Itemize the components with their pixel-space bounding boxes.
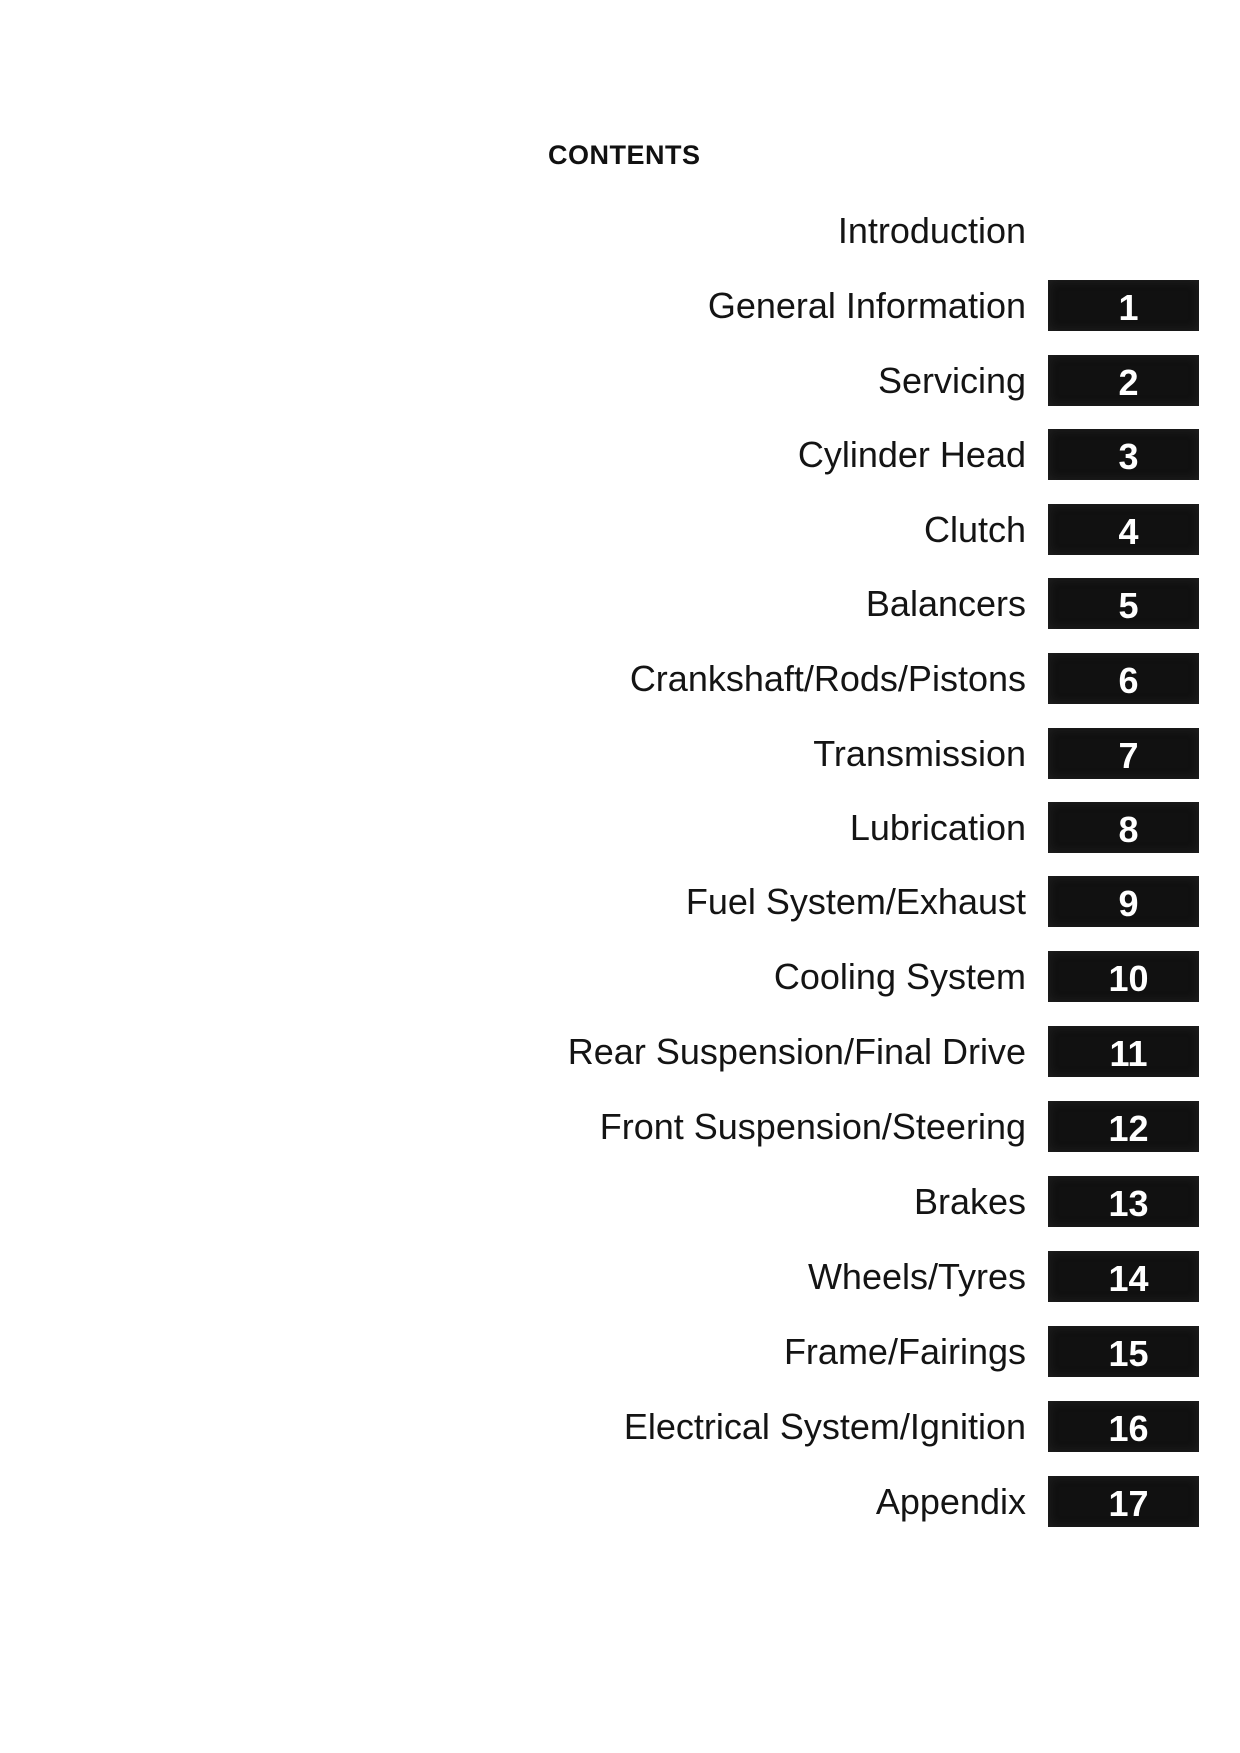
section-tab-16[interactable] xyxy=(1048,1401,1199,1452)
toc-section-title[interactable]: Transmission xyxy=(813,733,1026,774)
toc-row xyxy=(0,876,1240,928)
toc-section-title[interactable]: Front Suspension/Steering xyxy=(599,1106,1026,1147)
toc-row xyxy=(0,1176,1240,1228)
toc-row xyxy=(0,728,1240,780)
toc-row xyxy=(0,951,1240,1003)
toc-row xyxy=(0,1476,1240,1528)
toc-section-title[interactable]: Fuel System/Exhaust xyxy=(685,881,1026,922)
section-tab-5[interactable] xyxy=(1048,578,1199,629)
section-number: 4 xyxy=(1118,511,1139,552)
toc-section-title[interactable]: Electrical System/Ignition xyxy=(623,1406,1026,1447)
toc-introduction-link[interactable]: Introduction xyxy=(837,210,1026,251)
section-tab-15[interactable] xyxy=(1048,1326,1199,1377)
toc-section-title[interactable]: Wheels/Tyres xyxy=(807,1256,1026,1297)
toc-row xyxy=(0,504,1240,556)
toc-row xyxy=(0,653,1240,705)
section-tab-11[interactable] xyxy=(1048,1026,1199,1077)
toc-section-title[interactable]: Cylinder Head xyxy=(797,434,1026,475)
section-number: 6 xyxy=(1118,660,1139,701)
section-tab-10[interactable] xyxy=(1048,951,1199,1002)
toc-section-title[interactable]: Lubrication xyxy=(849,807,1026,848)
section-tab-8[interactable] xyxy=(1048,802,1199,853)
toc-row xyxy=(0,1026,1240,1078)
toc-row xyxy=(0,802,1240,854)
toc-section-title[interactable]: Clutch xyxy=(923,509,1026,550)
toc-section-title[interactable]: General Information xyxy=(707,285,1026,326)
section-number: 12 xyxy=(1108,1108,1149,1149)
toc-section-title[interactable]: Appendix xyxy=(875,1481,1026,1522)
section-tab-12[interactable] xyxy=(1048,1101,1199,1152)
section-tab-6[interactable] xyxy=(1048,653,1199,704)
toc-section-title[interactable]: Frame/Fairings xyxy=(783,1331,1026,1372)
section-tab-7[interactable] xyxy=(1048,728,1199,779)
toc-row xyxy=(0,355,1240,407)
toc-section-title[interactable]: Rear Suspension/Final Drive xyxy=(567,1031,1026,1072)
toc-section-title[interactable]: Cooling System xyxy=(773,956,1026,997)
section-number: 15 xyxy=(1108,1333,1149,1374)
section-number: 5 xyxy=(1118,585,1139,626)
toc-row-introduction xyxy=(0,205,1240,257)
section-number: 10 xyxy=(1108,958,1149,999)
section-number: 16 xyxy=(1108,1408,1149,1449)
section-tab-2[interactable] xyxy=(1048,355,1199,406)
section-number: 1 xyxy=(1118,287,1139,328)
section-tab-17[interactable] xyxy=(1048,1476,1199,1527)
toc-section-title[interactable]: Servicing xyxy=(877,360,1026,401)
section-number: 7 xyxy=(1118,735,1139,776)
section-number: 17 xyxy=(1108,1483,1149,1524)
toc-row xyxy=(0,578,1240,630)
toc-row xyxy=(0,1326,1240,1378)
toc-row xyxy=(0,429,1240,481)
toc-row xyxy=(0,1251,1240,1303)
section-number: 14 xyxy=(1108,1258,1149,1299)
section-number: 11 xyxy=(1109,1033,1148,1074)
section-tab-4[interactable] xyxy=(1048,504,1199,555)
toc-row xyxy=(0,1101,1240,1153)
toc-section-title[interactable]: Balancers xyxy=(865,583,1026,624)
section-tab-9[interactable] xyxy=(1048,876,1199,927)
toc-row xyxy=(0,1401,1240,1453)
section-tab-13[interactable] xyxy=(1048,1176,1199,1227)
section-number: 3 xyxy=(1118,436,1139,477)
section-number: 2 xyxy=(1118,362,1139,403)
section-tab-14[interactable] xyxy=(1048,1251,1199,1302)
toc-row xyxy=(0,280,1240,332)
section-tab-3[interactable] xyxy=(1048,429,1199,480)
section-number: 9 xyxy=(1118,883,1139,924)
contents-heading: CONTENTS xyxy=(548,140,701,170)
section-number: 13 xyxy=(1108,1183,1149,1224)
toc-section-title[interactable]: Crankshaft/Rods/Pistons xyxy=(629,658,1026,699)
section-tab-1[interactable] xyxy=(1048,280,1199,331)
toc-section-title[interactable]: Brakes xyxy=(913,1181,1026,1222)
section-number: 8 xyxy=(1118,809,1139,850)
